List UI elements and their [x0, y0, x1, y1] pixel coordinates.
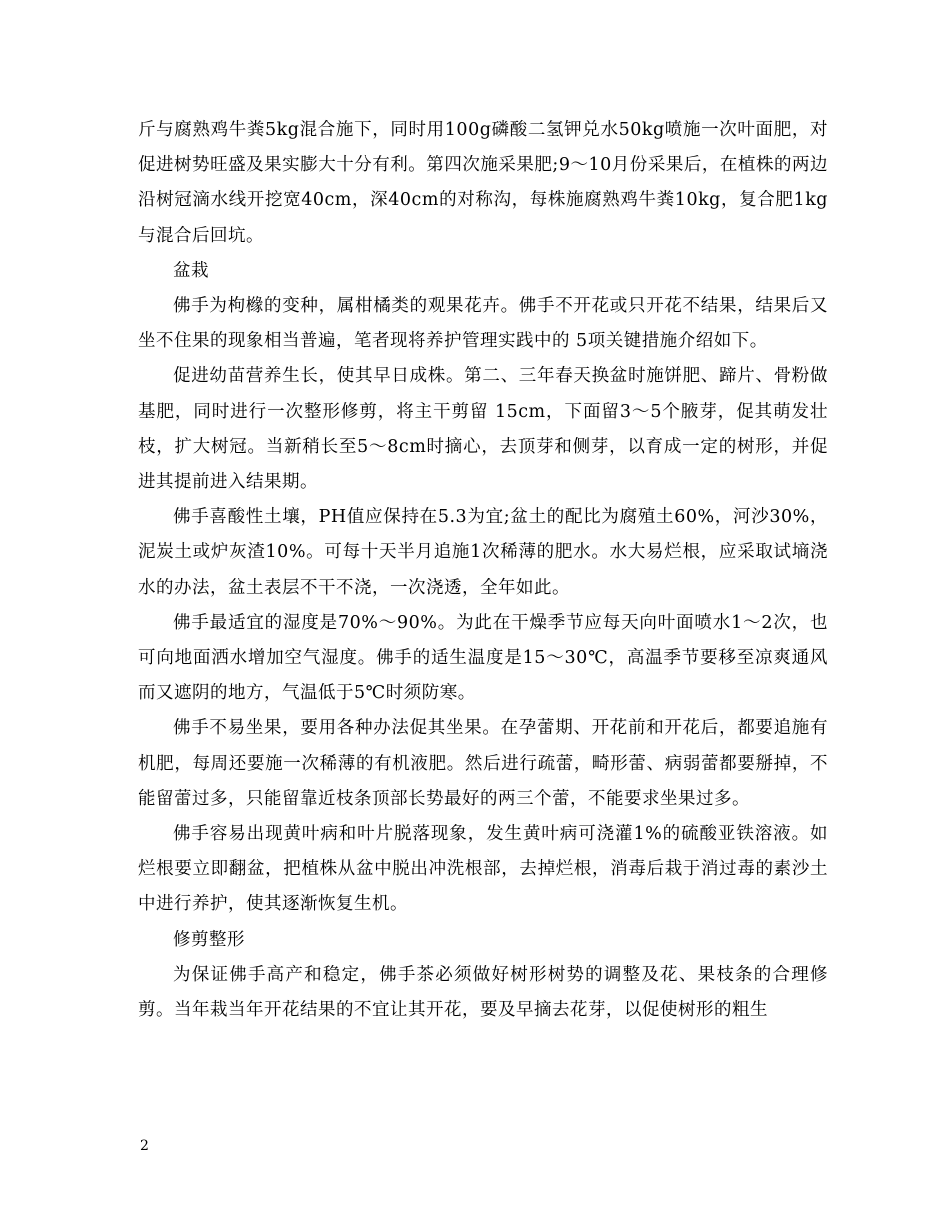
paragraph-disease: 佛手容易出现黄叶病和叶片脱落现象，发生黄叶病可浇灌1%的硫酸亚铁溶液。如烂根要立即翻盆，把植株从盆中脱出冲洗根部，去掉烂根，消毒后栽于消过毒的素沙土中进行养护，使其逐渐恢复生机。 [138, 824, 828, 915]
paragraph-pruning: 为保证佛手高产和稳定，佛手茶必须做好树形树势的调整及花、果枝条的合理修剪。当年栽当年开花结果的不宜让其开花，要及早摘去花芽，以促使树形的粗生 [138, 964, 828, 1021]
paragraph-intro: 佛手为枸橼的变种，属柑橘类的观果花卉。佛手不开花或只开花不结果，结果后又坐不住果的现象相当普遍，笔者现将养护管理实践中的 5项关键措施介绍如下。 [138, 296, 828, 352]
body-text [138, 113, 828, 1028]
paragraph-humidity: 佛手最适宜的湿度是70%～90%。为此在干燥季节应每天向叶面喷水1～2次，也可向地面洒水增加空气湿度。佛手的适生温度是15～30℃，高温季节要移至凉爽通风而又遮阴的地方，气温低于5℃时须防寒。 [138, 612, 828, 704]
paragraph-seedling: 促进幼苗营养生长，使其早日成株。第二、三年春天换盆时施饼肥、蹄片、骨粉做基肥，同时进行一次整形修剪，将主干剪留 15cm，下面留3～5个腋芽，促其萌发壮枝，扩大树冠。当新稍长至5～8cm时摘心，去顶芽和侧芽，以育成一定的树形，并促进其提前进入结果期。 [138, 366, 828, 493]
paragraph-fertilizer-continued: 斤与腐熟鸡牛粪5kg混合施下，同时用100g磷酸二氢钾兑水50kg喷施一次叶面肥，对促进树势旺盛及果实膨大十分有利。第四次施采果肥;9～10月份采果后，在植株的两边沿树冠滴水线开挖宽40cm，深40cm的对称沟，每株施腐熟鸡牛粪10kg，复合肥1kg与混合后回坑。 [138, 120, 828, 246]
page-number: 2 [140, 1138, 149, 1154]
section-heading-potted: 盆栽 [173, 260, 209, 281]
paragraph-fruiting: 佛手不易坐果，要用各种办法促其坐果。在孕蕾期、开花前和开花后，都要追施有机肥，每周还要施一次稀薄的有机液肥。然后进行疏蕾，畸形蕾、病弱蕾都要掰掉，不能留蕾过多，只能留靠近枝条顶部长势最好的两三个蕾，不能要求坐果过多。 [138, 718, 828, 809]
paragraph-soil: 佛手喜酸性土壤，PH值应保持在5.3为宜;盆土的配比为腐殖土60%，河沙30%，泥炭土或炉灰渣10%。可每十天半月追施1次稀薄的肥水。水大易烂根，应采取试墒浇水的办法，盆土表层不干不浇，一次浇透，全年如此。 [138, 507, 828, 598]
section-heading-pruning: 修剪整形 [173, 929, 245, 950]
